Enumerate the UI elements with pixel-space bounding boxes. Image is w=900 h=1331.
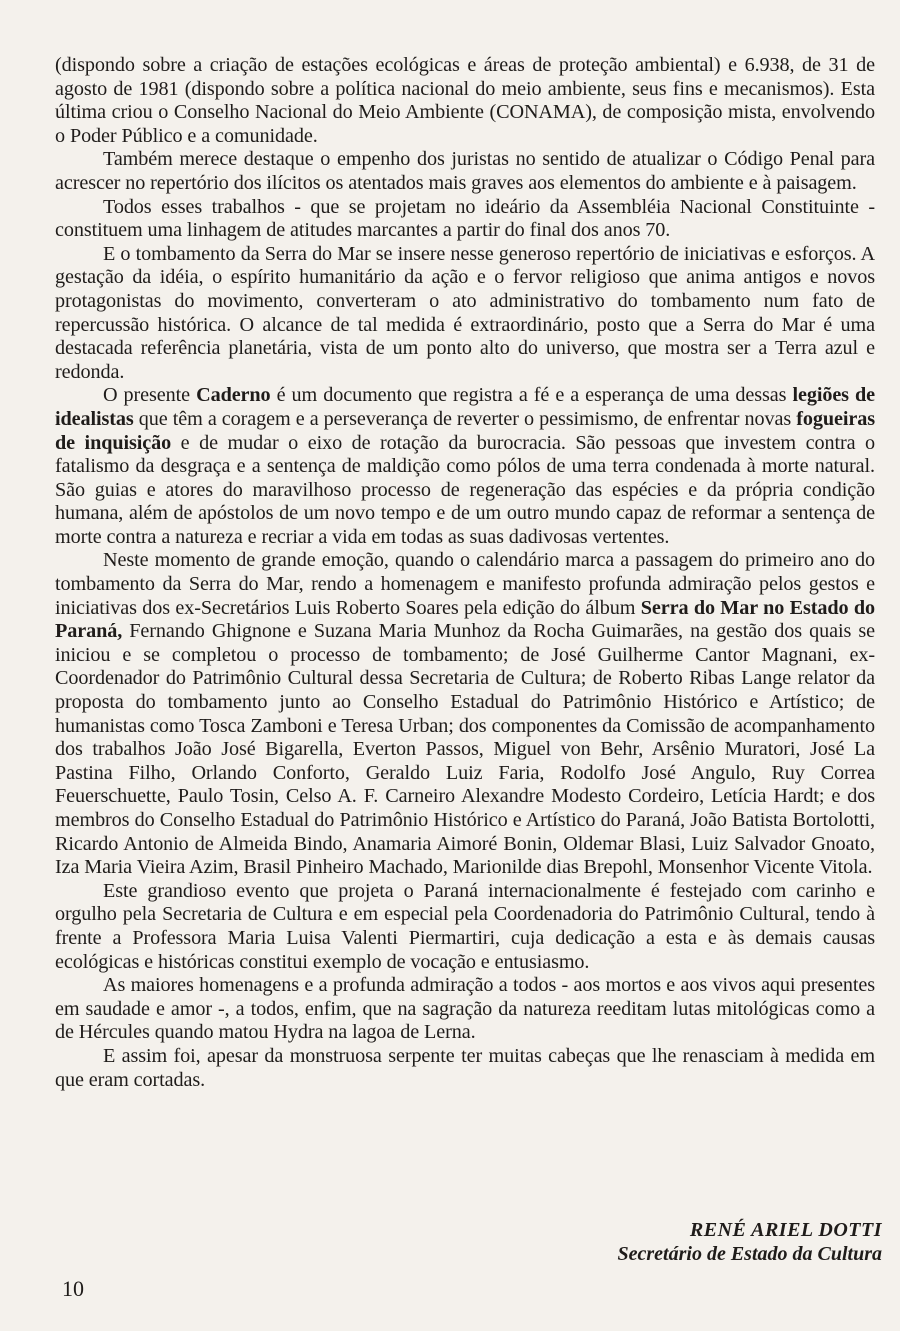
text-run: (dispondo sobre a criação de estações ecológicas e áreas de proteção ambiental) e 6.938, de 31 de agosto de 1981 (dispondo sobre a política nacional do meio ambiente, seus fins e mecanismos). Esta última criou o Conselho Nacional do Meio Ambiente (CONAMA), de composição mista, envolvendo o Poder Público e a comunidade. (55, 54, 875, 147)
text-run: Também merece destaque o empenho dos juristas no sentido de atualizar o Código Penal para acrescer no repertório dos ilícitos os atentados mais graves aos elementos do ambiente e à paisagem. (55, 148, 875, 194)
paragraph (55, 243, 875, 385)
body-text (55, 54, 875, 1092)
signature-block (618, 1218, 882, 1266)
text-run: As maiores homenagens e a profunda admiração a todos - aos mortos e aos vivos aqui presentes em saudade e amor -, a todos, enfim, que na sagração da natureza reeditam lutas mitológicas como a de Hércules quando matou Hydra na lagoa de Lerna. (55, 974, 875, 1044)
paragraph (55, 1045, 875, 1092)
text-run: é um documento que registra a fé e a esperança de uma dessas (270, 384, 793, 407)
text-run: E assim foi, apesar da monstruosa serpente ter muitas cabeças que lhe renasciam à medida em que eram cortadas. (55, 1044, 875, 1091)
paragraph (55, 196, 875, 243)
text-run: Este grandioso evento que projeta o Paraná internacionalmente é festejado com carinho e orgulho pela Secretaria de Cultura e em especial pela Coordenadoria do Patrimônio Cultural, tendo à frente a Professora Maria Luisa Valenti Piermartiri, cuja dedicação a esta e às demais causas ecológicas e históricas constitui exemplo de vocação e entusiasmo. (55, 879, 875, 973)
bold-phrase: legiões de idealistas (55, 384, 875, 430)
text-run: Todos esses trabalhos - que se projetam no ideário da Assembléia Nacional Constituinte - constituem uma linhagem de atitudes marcantes a partir do final dos anos 70. (55, 195, 875, 242)
paragraph (55, 384, 875, 549)
text-run: E o tombamento da Serra do Mar se insere nesse generoso repertório de iniciativas e esforços. A gestação da idéia, o espírito humanitário da ação e o fervor religioso que anima antigos e novos protagonistas do movimento, converteram o ato administrativo do tombamento num fato de repercussão histórica. O alcance de tal medida é extraordinário, posto que a Serra do Mar é uma destacada referência planetária, vista de um ponto alto do universo, que mostra ser a Terra azul e redonda. (55, 242, 875, 383)
text-run: O presente (103, 384, 197, 407)
signature-name: RENÉ ARIEL DOTTI (689, 1219, 882, 1241)
paragraph (55, 148, 875, 195)
paragraph (55, 54, 875, 148)
paragraph (55, 549, 875, 879)
bold-phrase: Caderno (196, 384, 271, 407)
bold-phrase: Serra do Mar no Estado do Paraná, (55, 596, 875, 643)
text-run: Neste momento de grande emoção, quando o calendário marca a passagem do primeiro ano do tombamento da Serra do Mar, rendo a homenagem e manifesto profunda admiração pelos gestos e iniciativas dos ex-Secretários Luis Roberto Soares pela edição do álbum (55, 549, 875, 619)
paragraph (55, 974, 875, 1045)
text-run: que têm a coragem e a perseverança de reverter o pessimismo, de enfrentar novas (133, 407, 797, 430)
page-number: 10 (62, 1276, 84, 1301)
bold-phrase: fogueiras de inquisição (55, 407, 875, 454)
paragraph (55, 880, 875, 974)
signature-title: Secretário de Estado da Cultura (617, 1243, 882, 1265)
text-run: e de mudar o eixo de rotação da burocracia. São pessoas que investem contra o fatalismo da desgraça e a sentença de maldição como pólos de uma terra condenada à morte natural. São guias e atores do maravilhoso processo de regeneração das espécies e da própria condição humana, além de apóstolos de um novo tempo e de um outro mundo capaz de reformar a sentença de morte contra a natureza e recriar a vida em todas as suas dadivosas vertentes. (55, 431, 876, 548)
text-run: Fernando Ghignone e Suzana Maria Munhoz da Rocha Guimarães, na gestão dos quais se iniciou e se completou o processo de tombamento; de José Guilherme Cantor Magnani, ex-Coordenador do Patrimônio Cultural dessa Secretaria de Cultura; de Roberto Ribas Lange relator da proposta do tombamento junto ao Conselho Estadual do Patrimônio Histórico e Artístico; de humanistas como Tosca Zamboni e Teresa Urban; dos componentes da Comissão de acompanhamento dos trabalhos João José Bigarella, Everton Passos, Miguel von Behr, Arsênio Muratori, José La Pastina Filho, Orlando Conforto, Geraldo Luiz Faria, Rodolfo José Angulo, Ruy Correa Feuerschuette, Paulo Tosin, Celso A. F. Carneiro Alexandre Modesto Cordeiro, Letícia Hardt; e dos membros do Conselho Estadual do Patrimônio Histórico e Artístico do Paraná, João Batista Bortolotti, Ricardo Antonio de Almeida Bindo, Anamaria Aimoré Bonin, Oldemar Blasi, Luiz Salvador Gnoato, Iza Maria Vieira Azim, Brasil Pinheiro Machado, Marionilde dias Brepohl, Monsenhor Vicente Vitola. (55, 620, 875, 879)
